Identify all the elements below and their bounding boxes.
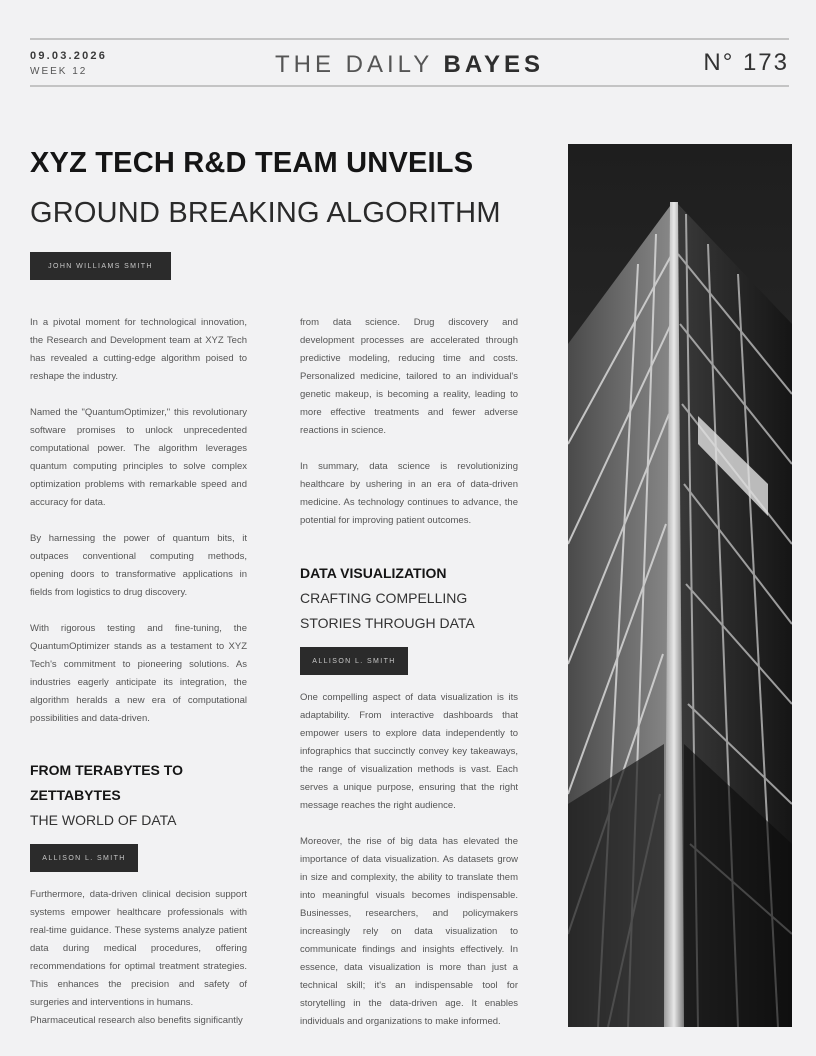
newspaper-title-bold: BAYES xyxy=(443,51,544,78)
section-subtitle-dataviz-line2: STORIES THROUGH DATA xyxy=(300,615,475,631)
dataviz-byline: ALLISON L. SMITH xyxy=(300,647,408,675)
skyscraper-illustration xyxy=(568,144,792,1027)
lead-paragraph: Named the "QuantumOptimizer," this revolutionary software promises to unlock unprecedented computational power. The algorithm leverages quantum computing principles to solve complex optimization problems with remarkable speed and accuracy for data. xyxy=(30,407,247,508)
section-subtitle-terabytes: THE WORLD OF DATA xyxy=(30,812,177,828)
dataviz-paragraph: One compelling aspect of data visualization is its adaptability. From interactive dashboards that empower users to explore data independently to infographics that succinctly convey key takeaways, the range of visualization methods is vast. Each serves a unique purpose, ensuring that the right message reaches the right audience. xyxy=(300,692,518,811)
issue-number: N° 173 xyxy=(703,49,789,76)
continued-article-body xyxy=(300,314,518,530)
lead-headline-bold: XYZ TECH R&D TEAM UNVEILS xyxy=(30,147,474,179)
lead-headline-light: GROUND BREAKING ALGORITHM xyxy=(30,197,501,229)
terabytes-paragraph: Pharmaceutical research also benefits significantly xyxy=(30,1015,243,1026)
lead-paragraph: By harnessing the power of quantum bits, it outpaces conventional computing methods, opening doors to transformative applications in fields from logistics to drug discovery. xyxy=(30,533,247,598)
masthead xyxy=(30,38,789,87)
continued-paragraph: In summary, data science is revolutionizing healthcare by ushering in an era of data-driven medicine. As technology continues to advance, the potential for improving patient outcomes. xyxy=(300,461,518,526)
section-title-dataviz: DATA VISUALIZATION xyxy=(300,565,447,581)
newspaper-title-light: THE DAILY xyxy=(275,51,433,78)
continued-paragraph: from data science. Drug discovery and development processes are accelerated through predictive modeling, reducing time and costs. Personalized medicine, tailored to an individual's genetic makeup, is becoming a reality, leading to more effective treatments and fewer adverse reactions in science. xyxy=(300,317,518,436)
skyscraper-photo xyxy=(568,144,792,1027)
terabytes-byline: ALLISON L. SMITH xyxy=(30,844,138,872)
section-title-terabytes-line1: FROM TERABYTES TO xyxy=(30,762,183,778)
terabytes-paragraph: Furthermore, data-driven clinical decision support systems empower healthcare professionals with real-time guidance. These systems analyze patient data during medical procedures, offering recommendations for optimal treatment strategies. This enhances the precision and safety of surgeries and interventions in humans. xyxy=(30,889,247,1008)
lead-article-body xyxy=(30,314,247,728)
section-subtitle-dataviz-line1: CRAFTING COMPELLING xyxy=(300,590,468,606)
issue-date: 09.03.2026 xyxy=(30,50,108,62)
dataviz-article-body xyxy=(300,689,518,1031)
terabytes-article-body xyxy=(30,886,247,1030)
newspaper-title xyxy=(30,51,789,79)
issue-week: WEEK 12 xyxy=(30,66,88,77)
dataviz-paragraph: Moreover, the rise of big data has elevated the importance of data visualization. As datasets grow in size and complexity, the ability to translate them into meaningful visuals becomes indispensable. Businesses, researchers, and policymakers increasingly rely on data visualization to communicate findings and insights effectively. In essence, data visualization is more than just a technical skill; it's an indispensable tool for storytelling in the data-driven age. It enables individuals and organizations to make informed. xyxy=(300,836,518,1027)
lead-paragraph: With rigorous testing and fine-tuning, the QuantumOptimizer stands as a testament to XYZ Tech's commitment to pioneering solutions. As industries eagerly anticipate its integration, the algorithm heralds a new era of computational possibilities and data-driven. xyxy=(30,623,247,724)
lead-paragraph: In a pivotal moment for technological innovation, the Research and Development team at XYZ Tech has revealed a cutting-edge algorithm poised to reshape the industry. xyxy=(30,317,247,382)
section-title-terabytes-line2: ZETTABYTES xyxy=(30,787,121,803)
lead-byline: JOHN WILLIAMS SMITH xyxy=(30,252,171,280)
